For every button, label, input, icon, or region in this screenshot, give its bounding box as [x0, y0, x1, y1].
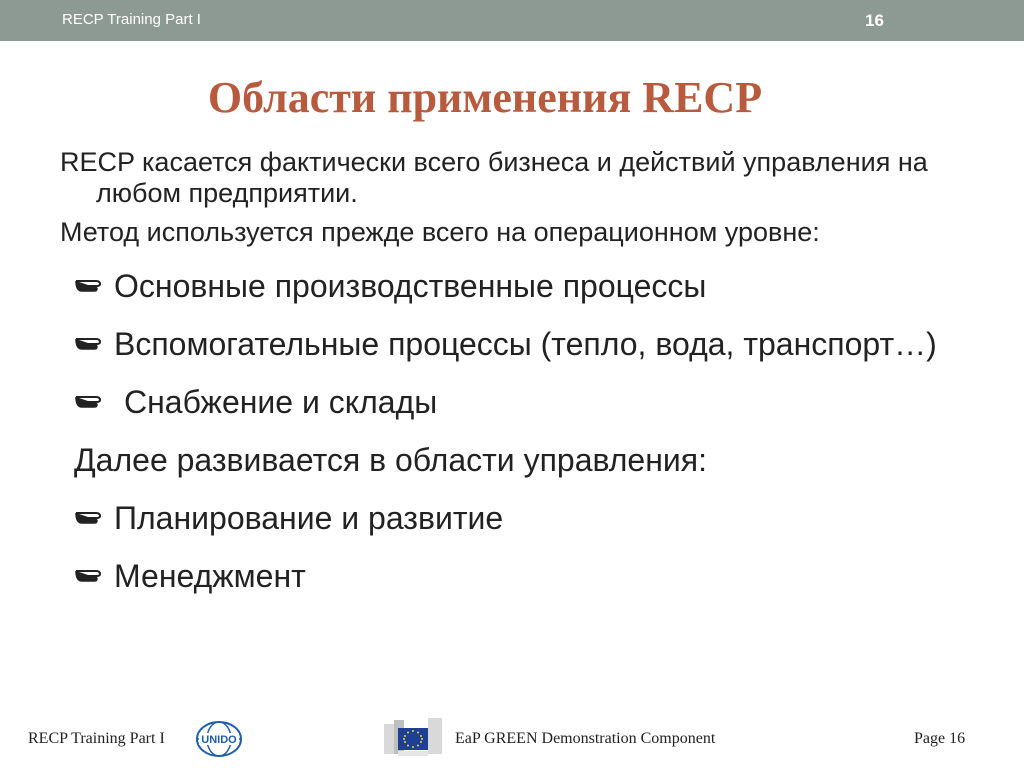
bullet-text: Планирование и развитие [114, 500, 504, 536]
bullet-item [60, 556, 980, 596]
pointing-hand-icon [74, 274, 110, 296]
bullet-item [60, 498, 980, 538]
pointing-hand-icon [74, 564, 110, 586]
header-title: RECP Training Part I [62, 11, 201, 28]
footer-center-text: EaP GREEN Demonstration Component [455, 730, 716, 747]
slide-title: Области применения RECP [207, 73, 763, 122]
slide-body [60, 147, 980, 614]
bullet-text: Менеджмент [114, 558, 306, 594]
bullet-text: Вспомогательные процессы (тепло, вода, транспорт…) [114, 326, 937, 362]
unido-logo [195, 720, 243, 758]
header-bar [0, 0, 1024, 41]
bullet-text: Снабжение и склады [124, 384, 438, 420]
bullet-item [60, 324, 980, 364]
footer [0, 718, 1024, 758]
bullet-item [60, 382, 980, 422]
slide-number: 16 [865, 11, 884, 30]
paragraph-management: Далее развивается в области управления: [74, 442, 707, 478]
footer-page-number: Page 16 [914, 730, 966, 747]
european-commission-logo [384, 718, 446, 758]
paragraph-method: Метод используется прежде всего на операционном уровне: [60, 217, 820, 247]
bullet-item [60, 266, 980, 306]
paragraph-scope: RECP касается фактически всего бизнеса и действий управления на любом предприятии. [60, 147, 928, 208]
unido-logo-text: UNIDO [201, 734, 237, 746]
pointing-hand-icon [74, 506, 110, 528]
bullet-text: Основные производственные процессы [114, 268, 707, 304]
pointing-hand-icon [74, 332, 110, 354]
footer-left-text: RECP Training Part I [28, 730, 165, 747]
pointing-hand-icon [74, 390, 110, 412]
